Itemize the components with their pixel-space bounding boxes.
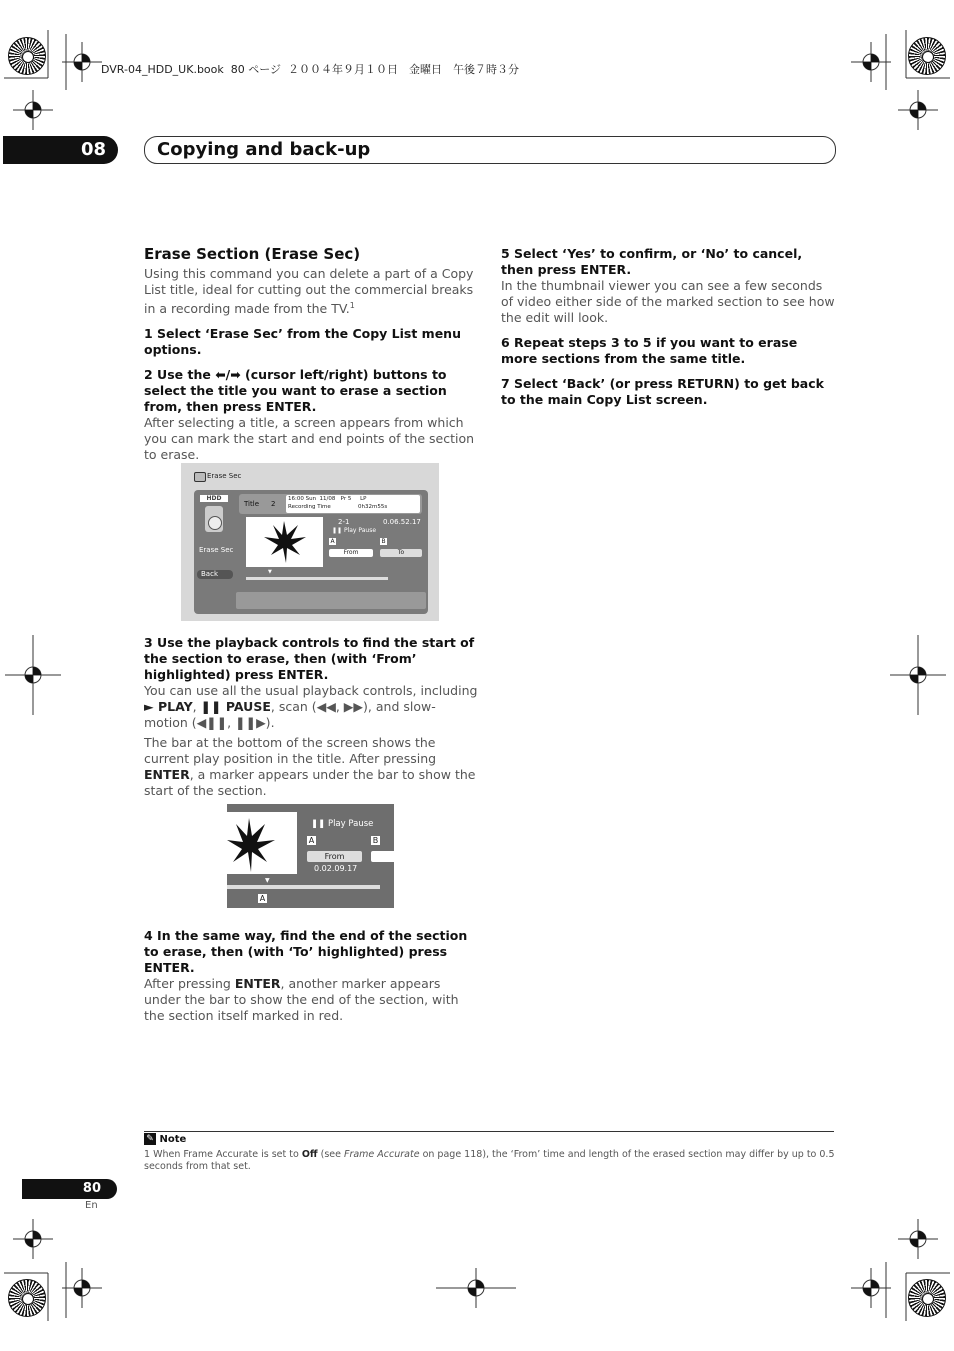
playback-progress-bar [246, 577, 388, 580]
status-bar [236, 592, 426, 609]
playback-progress-bar [227, 885, 380, 889]
title-details: 16:00 Sun 11/08 Pr 5 LP Recording Time 0h32m55s [286, 495, 420, 513]
step-3-body-1: You can use all the usual playback controls, including ► PLAY, ❚❚ PAUSE, scan (◀◀, ▶▶), and slow-motion (◀❚❚, ❚❚▶). [144, 683, 478, 730]
step-3: 3 Use the playback controls to find the start of the section to erase, then (with ‘From’ highlighted) press ENTER. [144, 635, 475, 682]
page-number: 80 [82, 1181, 101, 1196]
chapter-title-bar [144, 136, 836, 164]
marker-screen [227, 804, 394, 908]
left-column-steps-3 [144, 635, 479, 799]
erase-sec-icon [194, 472, 206, 482]
disc-icon [205, 506, 223, 532]
step-3-body-2: The bar at the bottom of the screen shows the current play position in the title. After pressing ENTER, a marker appears under the bar to show the start of the section. [144, 735, 476, 798]
erase-sec-screen [181, 463, 439, 621]
chapter-number: 08 [80, 139, 106, 160]
play-state: ❚❚ Play Pause [332, 527, 377, 534]
left-column [144, 246, 479, 463]
left-column-step-4 [144, 928, 479, 1024]
pause-label: ❚❚ PAUSE [200, 699, 271, 714]
note-label: Note [159, 1134, 187, 1145]
footnote-ref: 1 [349, 301, 355, 310]
marker-a-label: A [308, 836, 315, 845]
from-button[interactable]: From [329, 549, 373, 557]
time-readout: 0.06.52.17 [383, 518, 421, 526]
time-readout: 0.02.09.17 [314, 864, 358, 873]
position-marker-icon: ▼ [268, 569, 272, 575]
page-number-tab [22, 1179, 117, 1199]
section-title: Erase Section (Erase Sec) [144, 245, 361, 263]
step-5: 5 Select ‘Yes’ to confirm, or ‘No’ to cancel, then press ENTER. [501, 246, 803, 277]
play-label: ► PLAY [144, 699, 193, 714]
print-file-info: DVR-04_HDD_UK.book 80 ページ ２００４年９月１０日 金曜日 午後７時３分 [101, 63, 520, 76]
marker-b-label: B [372, 836, 379, 845]
cursor-arrows-icon: ⬅/➡ [215, 367, 241, 383]
to-button[interactable] [371, 851, 394, 862]
title-info-bar [239, 494, 422, 514]
start-marker-label: A [259, 894, 266, 903]
intro-paragraph: Using this command you can delete a part of a Copy List title, ideal for cutting out the commercial breaks in a recording made from the TV.$^1$ [144, 266, 474, 317]
footnote-text: 1 When Frame Accurate is set to Off (see Frame Accurate on page 118), the ‘From’ time and length of the erased section may differ by up to 0.5 seconds from that set. [144, 1149, 835, 1172]
step-4: 4 In the same way, find the end of the section to erase, then (with ‘To’ highlighted) press ENTER. [144, 928, 468, 975]
menu-back-button[interactable]: Back [197, 570, 233, 579]
from-button[interactable]: From [307, 851, 362, 862]
step-2: 2 Use the ⬅/➡ (cursor left/right) buttons to select the title you want to erase a section from, then press ENTER. [144, 367, 447, 415]
step-7: 7 Select ‘Back’ (or press RETURN) to get back to the main Copy List screen. [501, 376, 824, 407]
chapter-title: Copying and back-up [157, 139, 371, 160]
marker-a-label: A [330, 538, 335, 545]
position-marker-icon: ▼ [265, 877, 270, 884]
marker-b-label: B [381, 538, 386, 545]
leaf-image [227, 812, 297, 874]
language-code: En [85, 1200, 98, 1211]
to-button[interactable]: To [380, 549, 422, 557]
step-5-body: In the thumbnail viewer you can see a few seconds of video either side of the marked section to see how the edit will look. [501, 278, 835, 325]
hdd-badge: HDD [200, 495, 228, 502]
note-divider [144, 1131, 834, 1132]
chapter-number-tab [3, 136, 118, 164]
screen-panel [194, 490, 428, 614]
title-label: Title [244, 500, 260, 508]
title-number: 2 [271, 500, 276, 508]
play-state: ❚❚ Play Pause [311, 819, 374, 829]
step-6: 6 Repeat steps 3 to 5 if you want to erase more sections from the same title. [501, 335, 798, 366]
thumbnail-preview [227, 812, 297, 874]
leaf-image [246, 517, 323, 567]
screen-title: Erase Sec [207, 472, 242, 480]
step-4-body: After pressing ENTER, another marker appears under the bar to show the end of the section, with the section itself marked in red. [144, 976, 459, 1023]
note-icon: ✎ [144, 1133, 156, 1145]
step-1: 1 Select ‘Erase Sec’ from the Copy List menu options. [144, 326, 461, 358]
menu-erase-sec[interactable]: Erase Sec [199, 546, 234, 554]
chapter-label: 2-1 [338, 518, 350, 526]
right-column [501, 246, 836, 408]
step-2-body: After selecting a title, a screen appears from which you can mark the start and end points of the section to erase. [144, 415, 475, 463]
thumbnail-preview [246, 517, 323, 567]
note-header [144, 1133, 186, 1145]
